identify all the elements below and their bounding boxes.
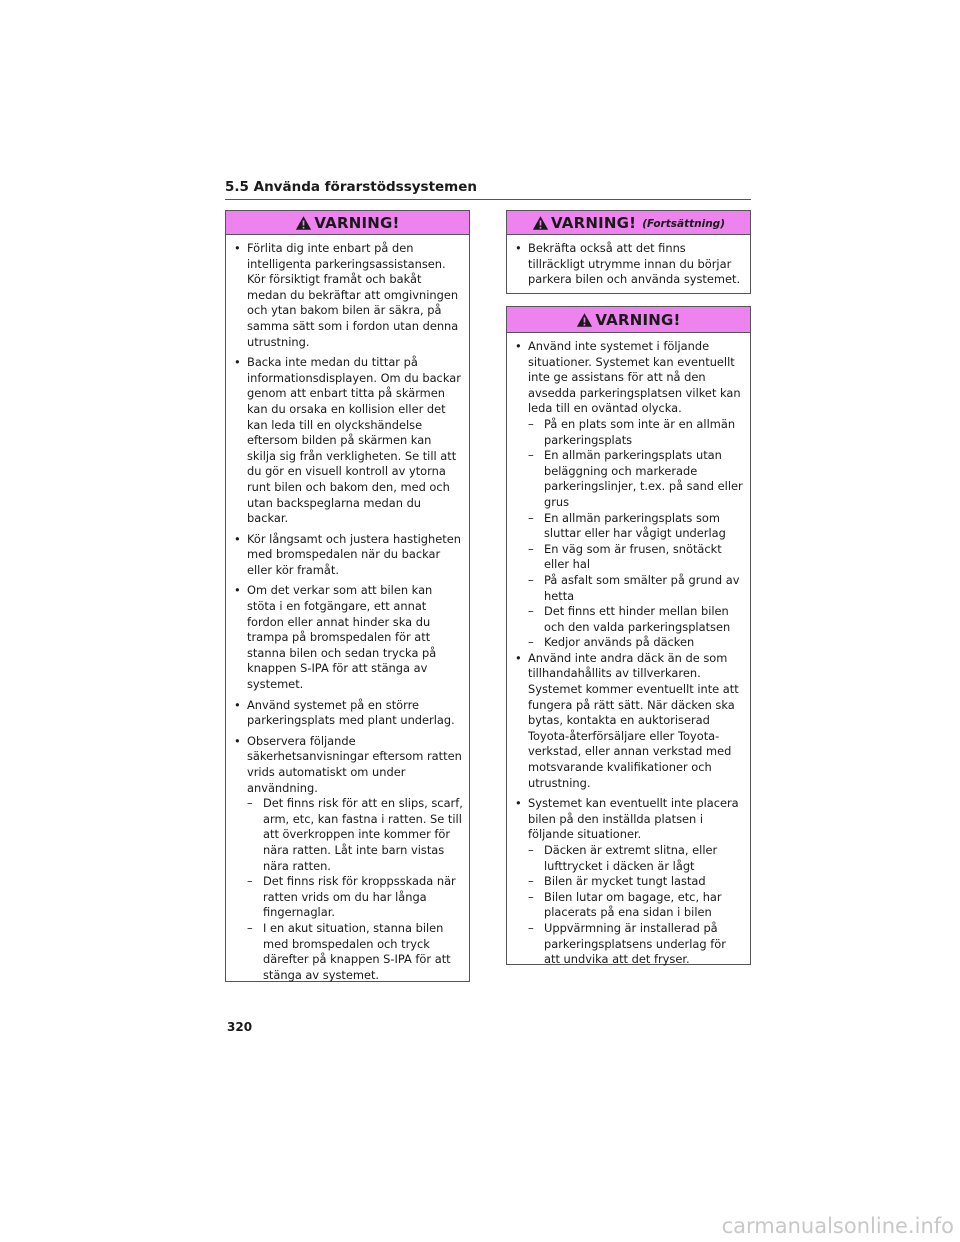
- watermark: carmanualsonline.info: [721, 1214, 954, 1238]
- sub-list-item: – Uppvärmning är installerad på parkeringsplatsens underlag för att undvika att det fryser.: [528, 920, 726, 967]
- warning-box-continued: [506, 210, 751, 294]
- continued-label: (Fortsättning): [642, 218, 725, 230]
- warning-header: [507, 211, 750, 235]
- sub-list-item: – Det finns risk för att en slips, scarf, arm, etc, kan fastna i ratten. Se till att överkroppen inte kommer för nära ratten. Låt inte barn vistas nära ratten.: [247, 796, 463, 873]
- warning-header: [507, 307, 750, 333]
- sub-list-item: – Däcken är extremt slitna, eller lufttrycket i däcken är lågt: [528, 843, 718, 873]
- list-item: • Använd systemet på en större parkeringsplats med plant underlag.: [232, 698, 463, 729]
- sub-list-item: – Bilen är mycket tungt lastad: [528, 874, 706, 889]
- warning-body: [226, 235, 469, 987]
- list-item: • Backa inte medan du tittar på informationsdisplayen. Om du backar genom att enbart titta på skärmen kan du orsaka en kollision eller det kan leda till en olyckshändelse eftersom bilden på skärmen kan skilja sig från verkligheten. Se till att du gör en visuell kontroll av ytorna runt bilen och bakom den, med och utan backspeglarna medan du backar.: [232, 355, 463, 527]
- list-item: • Använd inte systemet i följande situationer. Systemet kan eventuellt inte ge assistans för att nå den avsedda parkeringsplatsen vilket kan leda till en oväntad olycka.: [513, 339, 744, 417]
- sub-list-item: – En allmän parkeringsplats utan beläggning och markerade parkeringslinjer, t.ex. på sand eller grus: [528, 448, 743, 509]
- sub-list-item: – På asfalt som smälter på grund av hetta: [528, 572, 740, 603]
- list-item: • Systemet kan eventuellt inte placera bilen på den inställda platsen i följande situationer.: [513, 796, 744, 843]
- sub-list-item: – På en plats som inte är en allmän parkeringsplats: [528, 416, 736, 447]
- list-item: • Använd inte andra däck än de som tillhandahållits av tillverkaren. Systemet kommer eventuellt inte att fungera på rätt sätt. När däcken ska bytas, kontakta en auktoriserad Toyota-återförsäljare eller Toyota-verkstad, eller annan verkstad med motsvarande kvalifikationer och utrustning.: [513, 651, 744, 791]
- warning-title: VARNING!: [314, 213, 400, 232]
- sub-list-item: – Kedjor används på däcken: [528, 635, 695, 650]
- sub-list-item: – En väg som är frusen, snötäckt eller hal: [528, 541, 722, 572]
- sub-list-item: – Det finns risk för kroppsskada när ratten vrids om du har långa fingernaglar.: [247, 874, 456, 920]
- warning-body: [507, 235, 750, 292]
- warning-box-right: [506, 306, 751, 965]
- section-title: 5.5 Använda förarstödssystemen: [225, 178, 751, 200]
- warning-body: [507, 333, 750, 972]
- warning-title: VARNING!: [550, 213, 637, 232]
- sub-list-item: – Det finns ett hinder mellan bilen och den valda parkeringsplatsen: [528, 604, 731, 634]
- list-item: • Förlita dig inte enbart på den intelligenta parkeringsassistansen. Kör försiktigt framåt och bakåt medan du bekräftar att omgivningen och ytan bakom bilen är säkra, på samma sätt som i fordon utan denna utrustning.: [232, 241, 463, 350]
- sub-list-item: – Bilen lutar om bagage, etc, har placerats på ena sidan i bilen: [528, 889, 722, 920]
- warning-box-left: [225, 210, 470, 982]
- warning-triangle-icon: [295, 215, 312, 231]
- list-item: • Kör långsamt och justera hastigheten med bromspedalen när du backar eller kör framåt.: [232, 532, 463, 579]
- list-item: • Om det verkar som att bilen kan stöta i en fotgängare, ett annat fordon eller annat hinder ska du trampa på bromspedalen för att stanna bilen och sedan trycka på knappen S-IPA för att stänga av systemet.: [232, 583, 463, 692]
- list-item: • Bekräfta också att det finns tillräckligt utrymme innan du börjar parkera bilen och använda systemet.: [513, 241, 744, 288]
- warning-triangle-icon: [532, 215, 549, 231]
- list-item: • Observera följande säkerhetsanvisningar eftersom ratten vrids automatiskt om under användning.: [232, 734, 463, 796]
- warning-header: [226, 211, 469, 235]
- warning-title: VARNING!: [595, 310, 681, 329]
- sub-list-item: – I en akut situation, stanna bilen med bromspedalen och tryck därefter på knappen S-IPA för att stänga av systemet.: [247, 920, 451, 982]
- page-number: 320: [227, 1020, 253, 1034]
- sub-list-item: – En allmän parkeringsplats som sluttar eller har vågigt underlag: [528, 510, 726, 541]
- warning-triangle-icon: [576, 312, 593, 328]
